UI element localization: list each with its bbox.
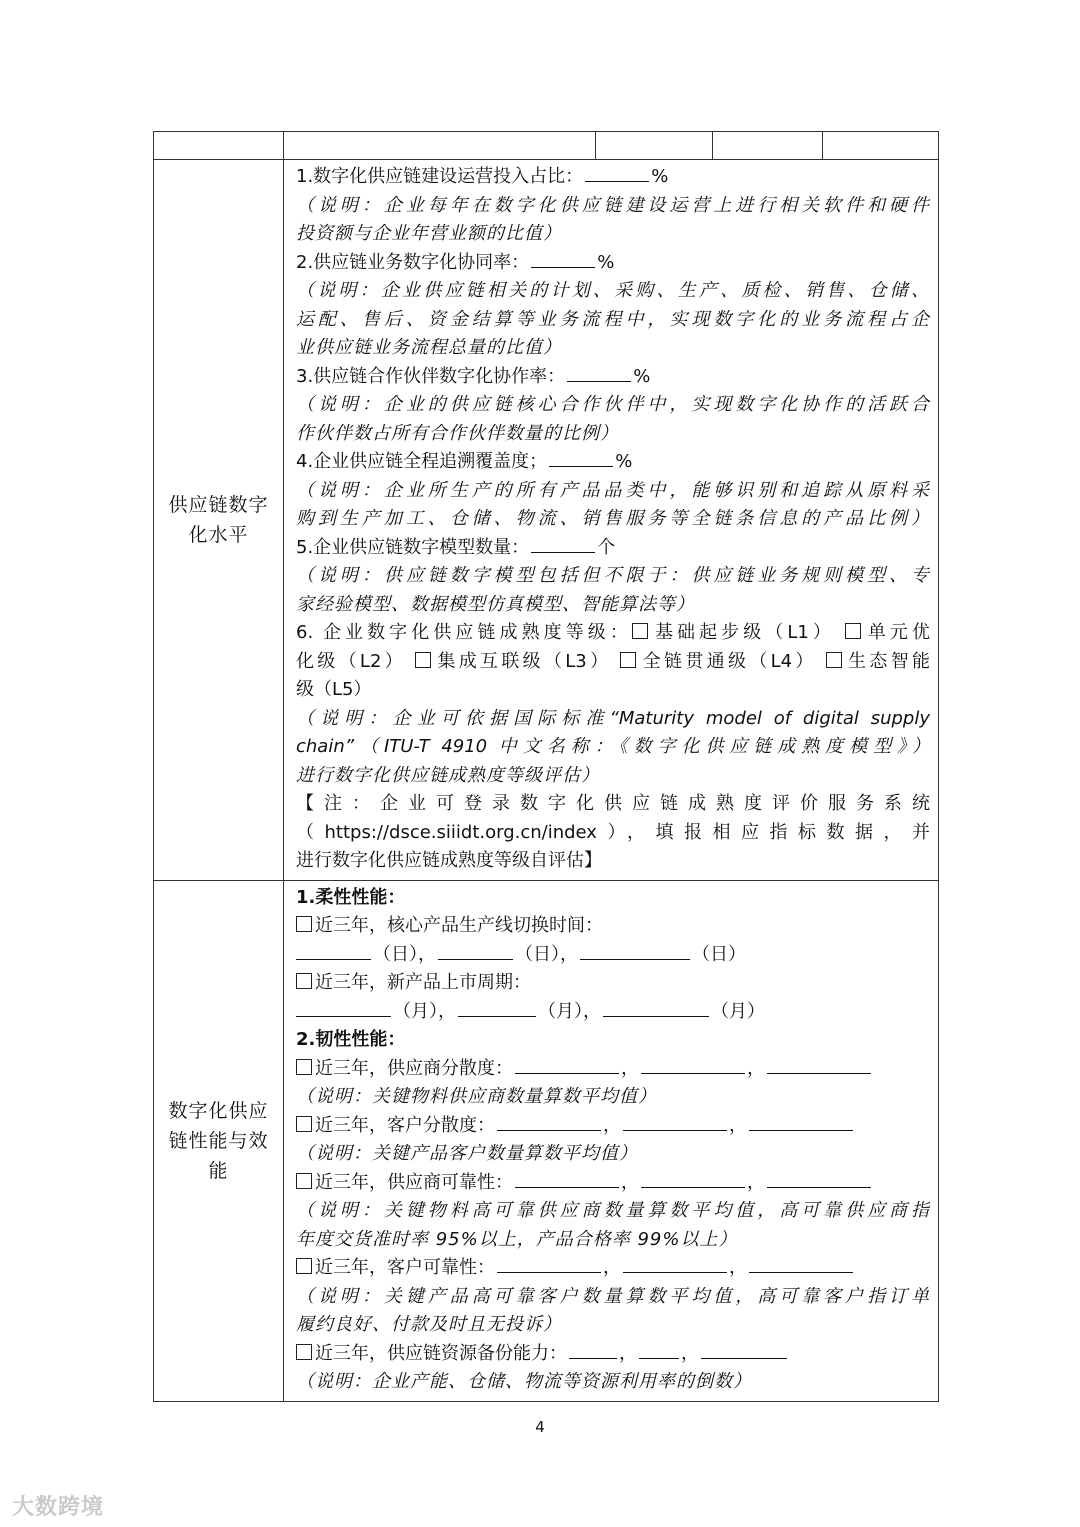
input-blank[interactable] <box>749 1112 853 1131</box>
empty-cell <box>154 132 284 160</box>
note: 进行数字化供应链成熟度等级评估） <box>296 764 600 786</box>
heading-flexibility: 1.柔性性能： <box>296 886 406 908</box>
input-blank[interactable] <box>497 1112 601 1131</box>
question-2: 2.供应链业务数字化协同率： % <box>296 249 930 278</box>
checkbox-l1[interactable] <box>632 623 648 639</box>
note: （说明：企业的供应链核心合作伙伴中，实现数字化协作的活跃合 <box>296 394 930 415</box>
note: 作伙伴数占所有合作伙伴数量的比例） <box>296 422 619 444</box>
input-blank[interactable] <box>749 1254 853 1273</box>
empty-cell <box>713 132 823 160</box>
checkbox-l2[interactable] <box>845 623 861 639</box>
note: chain”（ITU-T 4910 中文名称：《数字化供应链成熟度模型》） <box>296 736 930 757</box>
note: （说明：企业产能、仓储、物流等资源利用率的倒数） <box>296 1371 752 1392</box>
note: （说明：企业供应链相关的计划、采购、生产、质检、销售、仓储、 <box>296 280 930 301</box>
input-blank[interactable] <box>623 1112 727 1131</box>
note: 业供应链业务流程总量的比值） <box>296 337 562 358</box>
checkbox-l3[interactable] <box>415 652 431 668</box>
field-line-customer-reliability: 近三年，客户可靠性： ， ， <box>296 1254 930 1283</box>
notice: 【注：企业可登录数字化供应链成熟度评价服务系统 <box>296 793 930 814</box>
checkbox[interactable] <box>296 973 312 989</box>
question-1: 1.数字化供应链建设运营投入占比： % <box>296 163 930 192</box>
checkbox[interactable] <box>296 916 312 932</box>
question-6-options: 化级（L2） 集成互联级（L3） 全链贯通级（L4） 生态智能 <box>296 650 930 672</box>
note: （说明：企业所生产的所有产品品类中，能够识别和追踪从原料采 <box>296 479 930 501</box>
note: （说明：关键物料供应商数量算数平均值） <box>296 1086 657 1107</box>
field-line-supplier-reliability: 近三年，供应商可靠性： ， ， <box>296 1169 930 1198</box>
checkbox-l5[interactable] <box>826 652 842 668</box>
note: 家经验模型、数据模型仿真模型、智能算法等） <box>296 593 695 615</box>
notice-link[interactable]: （https://dsce.siiidt.org.cn/index），填报相应指标数据，并 <box>296 821 930 843</box>
note: 购到生产加工、仓储、物流、销售服务等全链条信息的产品比例） <box>296 508 930 529</box>
input-blank[interactable] <box>623 1254 727 1273</box>
note: （说明：关键物料高可靠供应商数量算数平均值，高可靠供应商指 <box>296 1200 930 1221</box>
note: （说明：关键产品客户数量算数平均值） <box>296 1143 638 1164</box>
checkbox[interactable] <box>296 1116 312 1132</box>
question-3: 3.供应链合作伙伴数字化协作率： % <box>296 363 930 392</box>
note: （说明：关键产品高可靠客户数量算数平均值，高可靠客户指订单 <box>296 1285 930 1307</box>
input-blank[interactable] <box>641 1055 745 1074</box>
performance-content <box>284 880 939 1401</box>
checkbox[interactable] <box>296 1258 312 1274</box>
input-blank[interactable] <box>458 998 536 1017</box>
label-text: 能 <box>208 1159 229 1182</box>
checkbox-l4[interactable] <box>620 652 636 668</box>
note: 运配、售后、资金结算等业务流程中，实现数字化的业务流程占企 <box>296 308 930 330</box>
table-top-row <box>154 132 939 160</box>
note: 履约良好、付款及时且无投诉） <box>296 1314 562 1335</box>
question-6: 6. 企业数字化供应链成熟度等级： 基础起步级（L1） 单元优 <box>296 622 930 643</box>
heading-resilience: 2.韧性性能： <box>296 1029 406 1050</box>
label-text: 数字化供应 <box>168 1099 269 1122</box>
input-blank[interactable] <box>567 363 631 382</box>
input-blank[interactable] <box>701 1340 787 1359</box>
label-text: 供应链数字 <box>168 493 269 516</box>
input-blank[interactable] <box>531 249 595 268</box>
note: （说明：企业每年在数字化供应链建设运营上进行相关软件和硬件 <box>296 194 930 216</box>
note: （说明：供应链数字模型包括但不限于：供应链业务规则模型、专 <box>296 565 930 586</box>
input-blank[interactable] <box>531 534 595 553</box>
checkbox[interactable] <box>296 1173 312 1189</box>
input-blank[interactable] <box>515 1169 619 1188</box>
question-4: 4.企业供应链全程追溯覆盖度； % <box>296 448 930 477</box>
label-text: 链性能与效 <box>168 1129 269 1152</box>
input-blank[interactable] <box>641 1169 745 1188</box>
label-text: 化水平 <box>188 523 249 546</box>
input-blank[interactable] <box>549 448 613 467</box>
input-row-months: （月）， （月）， （月） <box>296 998 930 1027</box>
checkbox[interactable] <box>296 1344 312 1360</box>
input-blank[interactable] <box>767 1169 871 1188</box>
watermark-text: 大数跨境 <box>12 1495 105 1520</box>
checkbox[interactable] <box>296 1059 312 1075</box>
input-blank[interactable] <box>639 1340 679 1359</box>
note: （说明：企业可依据国际标准“Maturity model of digital supply <box>296 707 930 729</box>
empty-cell <box>284 132 596 160</box>
evaluation-table <box>153 131 939 1402</box>
watermark-logo <box>12 1490 104 1521</box>
empty-cell <box>596 132 713 160</box>
input-blank[interactable] <box>296 998 391 1017</box>
input-row-days: （日）， （日）， （日） <box>296 941 930 970</box>
input-blank[interactable] <box>569 1340 617 1359</box>
input-blank[interactable] <box>585 163 649 182</box>
input-blank[interactable] <box>603 998 709 1017</box>
input-blank[interactable] <box>438 941 513 960</box>
question-6-options: 级（L5） <box>296 679 372 700</box>
question-5: 5.企业供应链数字模型数量： 个 <box>296 534 930 563</box>
page-number: 4 <box>535 1418 545 1436</box>
row-label-performance <box>154 880 284 1401</box>
notice: 进行数字化供应链成熟度等级自评估】 <box>296 850 602 871</box>
input-blank[interactable] <box>515 1055 619 1074</box>
note: 投资额与企业年营业额的比值） <box>296 223 562 244</box>
input-blank[interactable] <box>767 1055 871 1074</box>
input-blank[interactable] <box>580 941 690 960</box>
input-blank[interactable] <box>497 1254 601 1273</box>
field-line-launch-cycle: 近三年，新产品上市周期： <box>296 969 930 998</box>
empty-cell <box>823 132 939 160</box>
field-line-switch-time: 近三年，核心产品生产线切换时间： <box>296 912 930 941</box>
note: 年度交货准时率 95%以上，产品合格率 99%以上） <box>296 1228 738 1250</box>
field-line-supplier-dispersion: 近三年，供应商分散度： ， ， <box>296 1055 930 1084</box>
table-row-digital-level <box>154 160 939 881</box>
field-line-customer-dispersion: 近三年，客户分散度： ， ， <box>296 1112 930 1141</box>
input-blank[interactable] <box>296 941 371 960</box>
digital-level-content <box>284 160 939 881</box>
row-label-digital-level <box>154 160 284 881</box>
table-row-performance <box>154 880 939 1401</box>
field-line-resource-backup: 近三年，供应链资源备份能力： ， ， <box>296 1340 930 1369</box>
